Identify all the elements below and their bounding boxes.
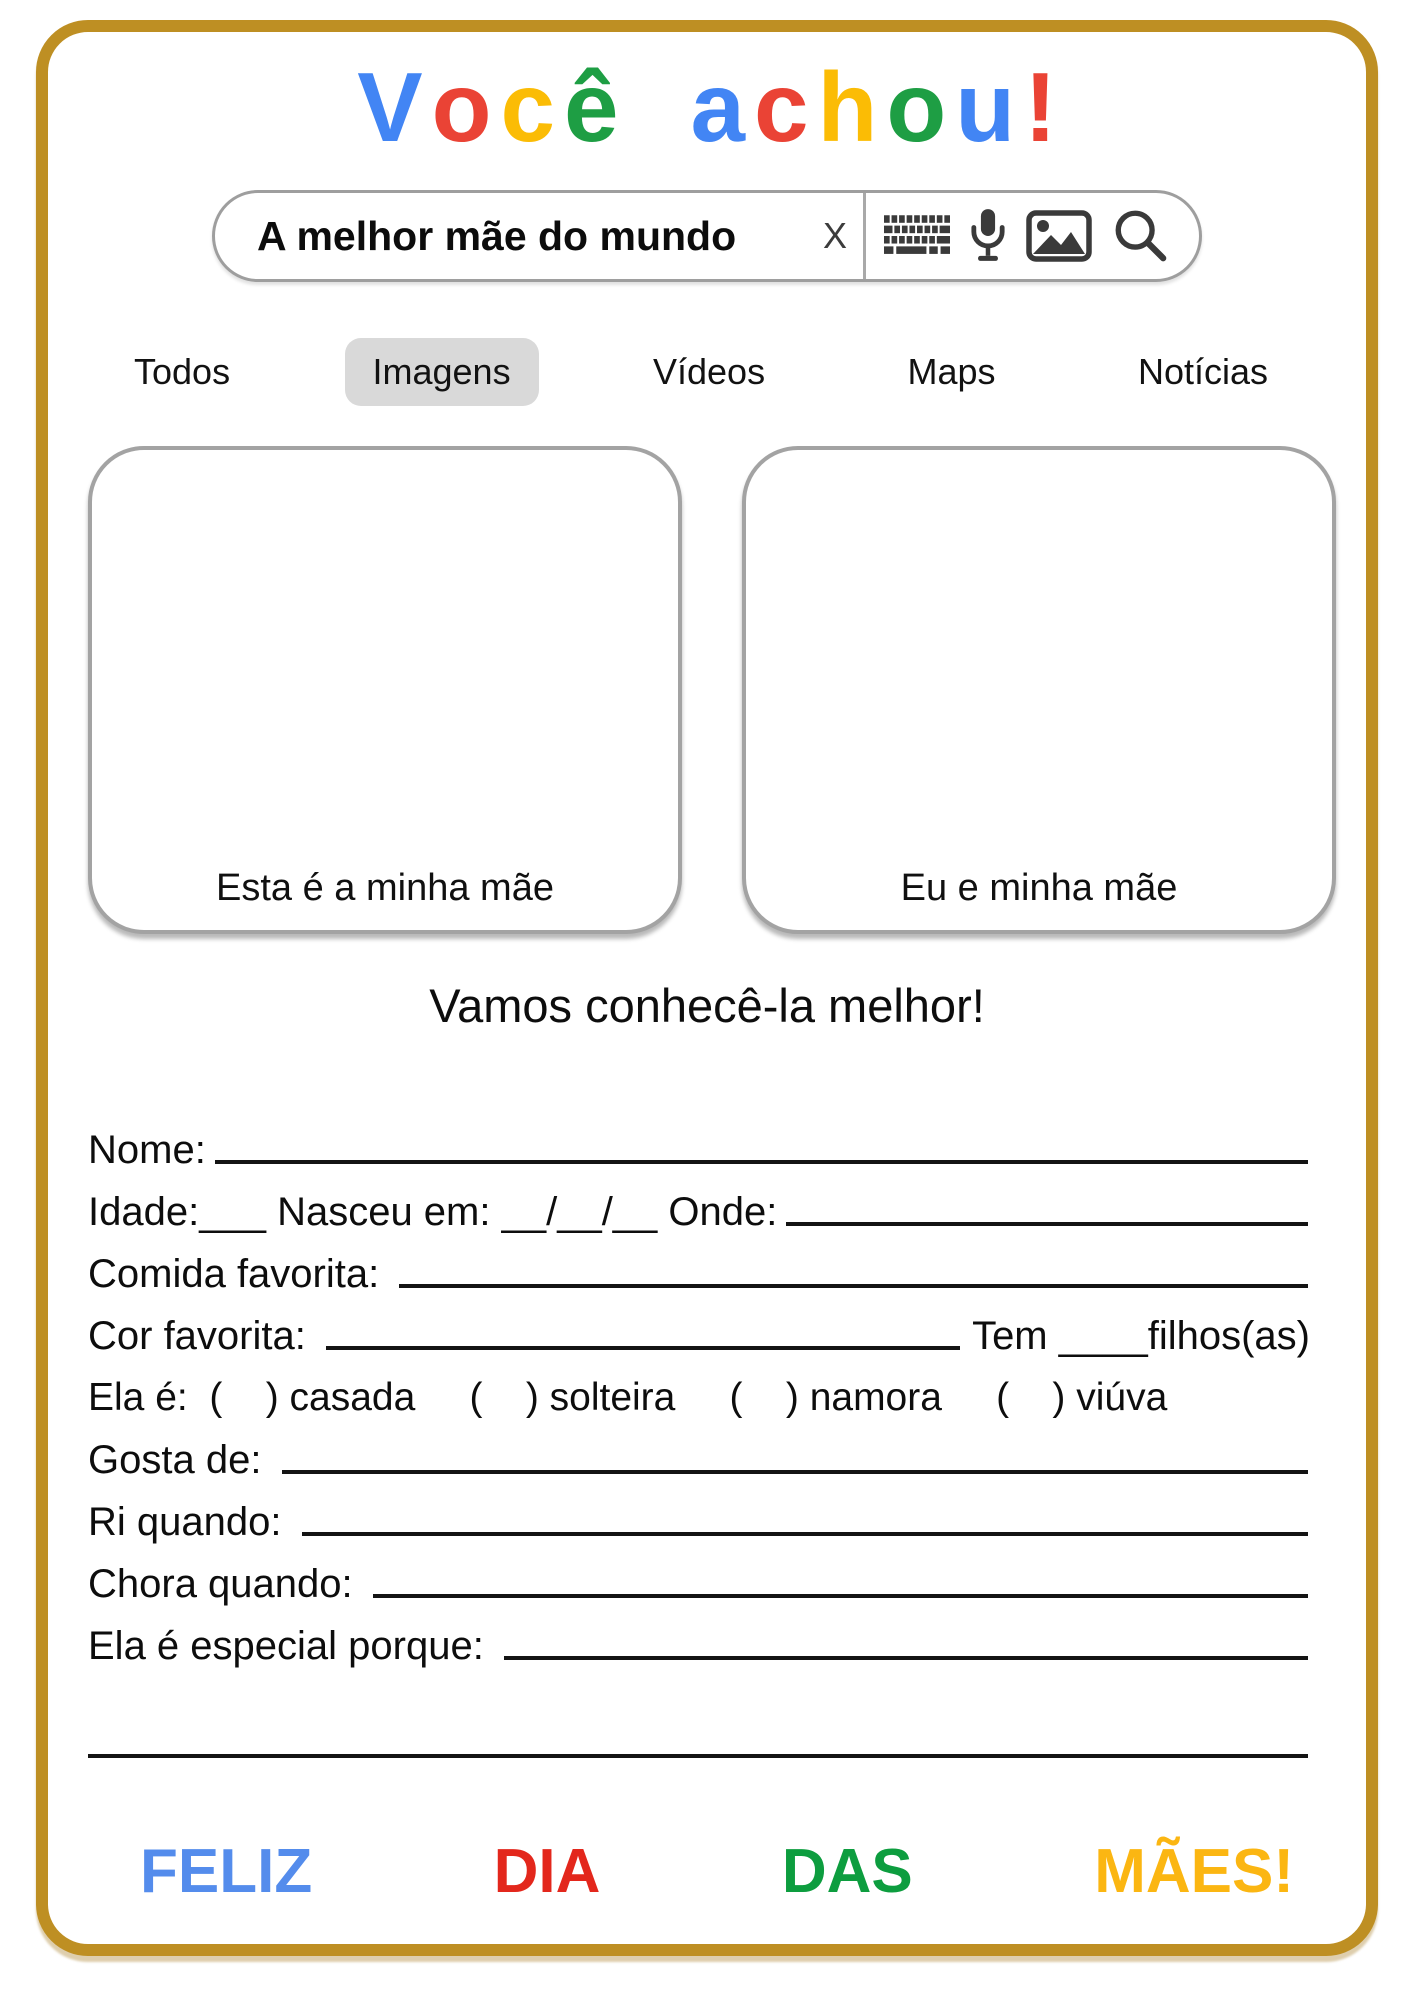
tab-noticias[interactable]: Notícias (1137, 351, 1268, 392)
tab-imagens[interactable]: Imagens (345, 338, 539, 406)
keyboard-icon[interactable] (884, 215, 950, 257)
fill-in-line[interactable] (302, 1532, 1308, 1536)
form-row-comida-favorita (88, 1235, 1310, 1297)
title-letter: ê (563, 52, 619, 162)
photo-caption: Esta é a minha mãe (216, 867, 554, 909)
title-letter: o (886, 52, 947, 162)
search-icons (866, 208, 1199, 264)
title-letter: ! (1024, 52, 1057, 162)
checkbox-options[interactable]: Ela é: ( ) casada ( ) solteira ( ) namora ( ) viúva (88, 1376, 1168, 1420)
title-word-voce (357, 52, 619, 162)
clear-search-button[interactable]: X (822, 215, 847, 256)
photo-box-me-and-mother[interactable] (742, 446, 1336, 934)
title-letter: c (754, 52, 809, 162)
form-row-especial-porque (88, 1607, 1310, 1669)
microphone-icon[interactable] (971, 208, 1005, 264)
field-label: Cor favorita: (88, 1314, 317, 1358)
form-row-chora-quando (88, 1545, 1310, 1607)
fill-in-line[interactable] (88, 1754, 1308, 1758)
form-row-cor-favorita (88, 1297, 1310, 1359)
title-word-achou (690, 52, 1057, 162)
search-query-text[interactable]: A melhor mãe do mundo (257, 212, 737, 259)
photo-box-mother[interactable] (88, 446, 682, 934)
page-title (48, 52, 1366, 162)
title-letter: V (357, 52, 423, 162)
field-label: Gosta de: (88, 1438, 273, 1482)
field-label: Tem ____filhos(as) (972, 1314, 1310, 1358)
search-tabs (106, 338, 1296, 406)
image-search-icon[interactable] (1026, 210, 1092, 262)
field-label: Nome: (88, 1128, 206, 1172)
field-label: Chora quando: (88, 1562, 364, 1606)
fill-in-line[interactable] (373, 1594, 1308, 1598)
title-letter: u (955, 52, 1016, 162)
form-row-gosta-de (88, 1421, 1310, 1483)
fill-in-line[interactable] (786, 1222, 1308, 1226)
footer-word: MÃES! (1094, 1837, 1294, 1906)
photo-caption: Eu e minha mãe (900, 867, 1178, 909)
search-bar[interactable] (212, 190, 1202, 282)
field-label: Idade:___ Nasceu em: __/__/__ Onde: (88, 1190, 778, 1234)
field-label: Ri quando: (88, 1500, 293, 1544)
tab-maps[interactable]: Maps (907, 351, 996, 392)
fill-in-line[interactable] (282, 1470, 1308, 1474)
title-letter: c (500, 52, 555, 162)
worksheet-page (36, 20, 1378, 1956)
fill-in-line[interactable] (326, 1346, 960, 1350)
form-row-extra-line (88, 1727, 1310, 1767)
form-row-estado-civil (88, 1359, 1310, 1421)
photo-boxes (88, 446, 1336, 934)
search-icon[interactable] (1113, 208, 1169, 264)
form-row-nome (88, 1111, 1310, 1173)
about-mother-form (88, 1111, 1310, 1767)
title-letter: a (690, 52, 745, 162)
section-heading: Vamos conhecê-la melhor! (429, 979, 985, 1032)
fill-in-line[interactable] (504, 1656, 1308, 1660)
footer-greeting (140, 1837, 1294, 1906)
fill-in-line[interactable] (399, 1284, 1308, 1288)
form-row-ri-quando (88, 1483, 1310, 1545)
title-letter: h (817, 52, 878, 162)
field-label: Comida favorita: (88, 1252, 391, 1296)
title-letter: o (431, 52, 492, 162)
fill-in-line[interactable] (215, 1160, 1308, 1164)
form-row-idade-nasceu-onde (88, 1173, 1310, 1235)
footer-word: DAS (781, 1837, 913, 1906)
tab-videos[interactable]: Vídeos (653, 351, 766, 392)
tab-todos[interactable]: Todos (134, 351, 231, 392)
footer-word: FELIZ (140, 1837, 313, 1906)
field-label: Ela é especial porque: (88, 1624, 495, 1668)
footer-word: DIA (493, 1837, 601, 1906)
